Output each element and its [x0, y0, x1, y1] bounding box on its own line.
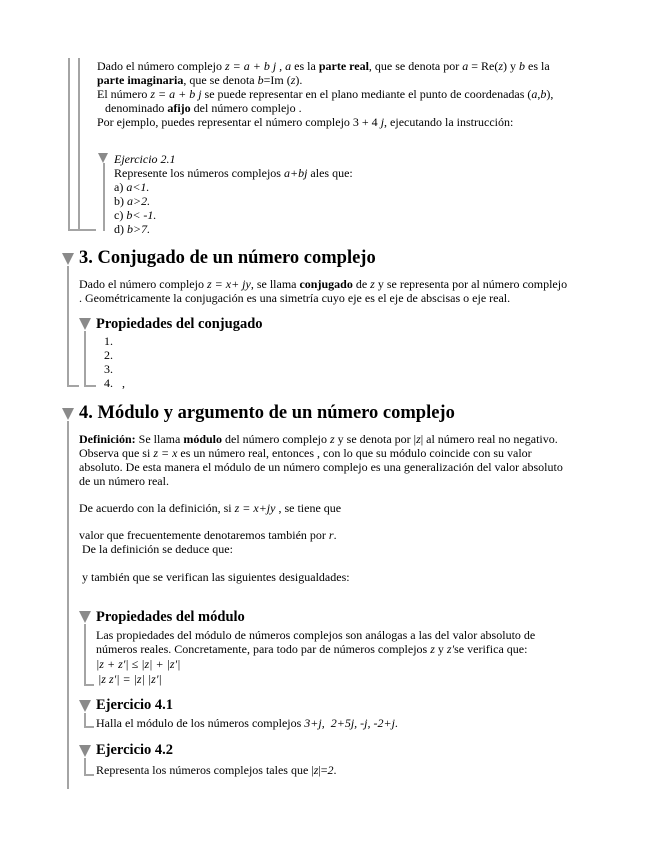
exercise-2-1-title: Ejercicio 2.1: [114, 152, 176, 166]
term-conjugate: conjugado: [299, 277, 353, 291]
collapse-triangle-icon[interactable]: [62, 253, 74, 265]
text: | al número real no negativo.: [420, 432, 558, 446]
term-imaginary-part: parte imaginaria: [97, 73, 184, 87]
property-item: 2.: [104, 348, 113, 362]
math: z = a + b j , a: [224, 59, 292, 73]
modulus-properties-title: Propiedades del módulo: [96, 609, 245, 625]
text: Observa que si: [79, 446, 154, 460]
intro-line-1: [97, 59, 550, 73]
definition-line: [79, 432, 558, 446]
outline-bar-foot: [84, 774, 94, 776]
intro-line-5: [97, 115, 513, 129]
text: Se llama: [135, 432, 184, 446]
text: Halla el módulo de los números complejos: [96, 716, 305, 730]
paragraph-line: y también que se verifican las siguientes desigualdades:: [79, 570, 350, 584]
text: .: [394, 716, 398, 730]
intro-line-4: [105, 101, 302, 115]
math: a<1.: [126, 180, 150, 194]
math: 3+j, 2+5j, -j, -2+j: [304, 716, 395, 730]
math: a: [531, 87, 538, 101]
math: b: [257, 73, 264, 87]
triangle-inequality: |z + z'| ≤ |z| + |z'|: [96, 657, 181, 671]
collapse-triangle-icon[interactable]: [79, 745, 91, 757]
collapse-triangle-icon[interactable]: [79, 700, 91, 712]
section-3-title: 3. Conjugado de un número complejo: [79, 248, 376, 268]
text: ales que:: [307, 166, 353, 180]
exercise-4-2-title: Ejercicio 4.2: [96, 742, 174, 758]
math: b: [519, 59, 525, 73]
text: Por ejemplo, puedes representar el número complejo 3 + 4: [97, 115, 381, 129]
item-label: a): [114, 180, 127, 194]
text: y: [434, 642, 447, 656]
conjugate-properties-title: Propiedades del conjugado: [96, 316, 263, 332]
text: = Re(: [468, 59, 499, 73]
product-property: |z z'| = |z| |z'|: [98, 672, 162, 686]
text: ),: [546, 87, 554, 101]
collapse-triangle-icon[interactable]: [79, 318, 91, 330]
math: z: [313, 763, 319, 777]
text: , se tiene que: [275, 501, 342, 515]
exercise-item: [114, 194, 150, 208]
text: .: [333, 763, 337, 777]
exercise-4-1-title: Ejercicio 4.1: [96, 697, 174, 713]
property-item: 1.: [104, 334, 113, 348]
outline-bar-foot: [84, 726, 94, 728]
definition-line: absoluto. De esta manera el módulo de un número complejo es una generalización del valor absoluto: [79, 460, 563, 474]
math: z = x: [153, 446, 178, 460]
text: ,: [537, 87, 541, 101]
text: es un número real, entonces , con lo que su módulo coincide con su valor: [177, 446, 532, 460]
text: se puede representar en el plano mediante el punto de coordenadas (: [201, 87, 532, 101]
math: a+bj: [283, 166, 308, 180]
text: es la: [291, 59, 319, 73]
item-label: d): [114, 222, 127, 236]
text: =Im (: [263, 73, 291, 87]
intro-line-2: [97, 73, 302, 87]
text: y se representa por al número complejo: [374, 277, 568, 291]
term-modulus: módulo: [183, 432, 223, 446]
outline-bar: [103, 163, 105, 231]
outline-bar-inner: [78, 58, 80, 231]
section-4-title: 4. Módulo y argumento de un número complejo: [79, 403, 455, 423]
text: se verifica que:: [454, 642, 528, 656]
text: , que se denota: [183, 73, 258, 87]
text: de: [352, 277, 371, 291]
math: a: [462, 59, 469, 73]
math: r: [328, 528, 334, 542]
section-3-paragraph-line: [79, 277, 567, 291]
math: z: [370, 277, 375, 291]
text: y se denota por |: [334, 432, 417, 446]
exercise-2-1-statement: [114, 166, 353, 180]
math: z: [416, 432, 421, 446]
text: Represente los números complejos: [114, 166, 284, 180]
text: Dado el número complejo: [97, 59, 225, 73]
math: b< -1.: [126, 208, 157, 222]
definition-line: [79, 446, 532, 460]
math: j: [380, 115, 385, 129]
paragraph-line: [96, 642, 527, 656]
term-affix: afijo: [167, 101, 191, 115]
paragraph-line: De la definición se deduce que:: [79, 542, 233, 556]
outline-bar-outer: [68, 58, 70, 231]
text: Dado el número complejo: [79, 277, 207, 291]
paragraph-line: [79, 528, 337, 542]
paragraph-line: [79, 501, 341, 515]
math: b>7.: [127, 222, 151, 236]
exercise-item: [114, 208, 156, 222]
text: ) y: [503, 59, 519, 73]
math: z: [498, 59, 503, 73]
text: números reales. Concretamente, para todo par de números complejos: [96, 642, 431, 656]
math: z = x+ jy: [206, 277, 251, 291]
outline-bar-foot: [68, 229, 96, 231]
text: , ejecutando la instrucción:: [384, 115, 514, 129]
outline-bar: [84, 624, 86, 686]
text: , que se denota por: [368, 59, 463, 73]
collapse-triangle-icon[interactable]: [98, 153, 108, 163]
text: denominado: [105, 101, 168, 115]
math: z: [290, 73, 296, 87]
text: valor que frecuentemente denotaremos también por: [79, 528, 329, 542]
collapse-triangle-icon[interactable]: [79, 611, 91, 623]
item-label: c): [114, 208, 127, 222]
math: z = a + b j: [150, 87, 202, 101]
definition-label: Definición:: [79, 432, 136, 446]
property-item: 4. ,: [104, 376, 125, 390]
property-item: 3.: [104, 362, 113, 376]
exercise-4-2-statement: [96, 763, 337, 777]
text: del número complejo .: [190, 101, 302, 115]
exercise-item: [114, 180, 149, 194]
term-real-part: parte real: [318, 59, 369, 73]
text: es la: [525, 59, 550, 73]
text: De acuerdo con la definición, si: [79, 501, 235, 515]
math: z': [446, 642, 455, 656]
outline-bar: [67, 266, 69, 386]
outline-bar-foot: [84, 684, 94, 686]
outline-bar: [67, 421, 69, 789]
outline-bar-foot: [67, 385, 79, 387]
collapse-triangle-icon[interactable]: [62, 408, 74, 420]
text: .: [333, 528, 337, 542]
math: z: [330, 432, 335, 446]
text: , se llama: [250, 277, 300, 291]
section-3-paragraph-line: . Geométricamente la conjugación es una simetría cuyo eje es el eje de abscisas o eje real.: [79, 291, 511, 305]
item-label: b): [114, 194, 127, 208]
math: z: [430, 642, 435, 656]
text: ).: [295, 73, 303, 87]
outline-bar: [84, 331, 86, 386]
text: El número: [97, 87, 151, 101]
math: b: [540, 87, 547, 101]
math: z = x+jy: [234, 501, 276, 515]
paragraph-line: Las propiedades del módulo de números complejos son análogas a las del valor absoluto de: [96, 628, 536, 642]
math: 2: [327, 763, 334, 777]
text: |=: [318, 763, 328, 777]
outline-bar-foot: [84, 385, 96, 387]
text: Representa los números complejos tales que |: [96, 763, 314, 777]
definition-line: de un número real.: [79, 474, 169, 488]
math: a>2.: [127, 194, 151, 208]
intro-line-3: [97, 87, 553, 101]
exercise-item: [114, 222, 150, 236]
text: del número complejo: [222, 432, 330, 446]
exercise-4-1-statement: [96, 716, 398, 730]
